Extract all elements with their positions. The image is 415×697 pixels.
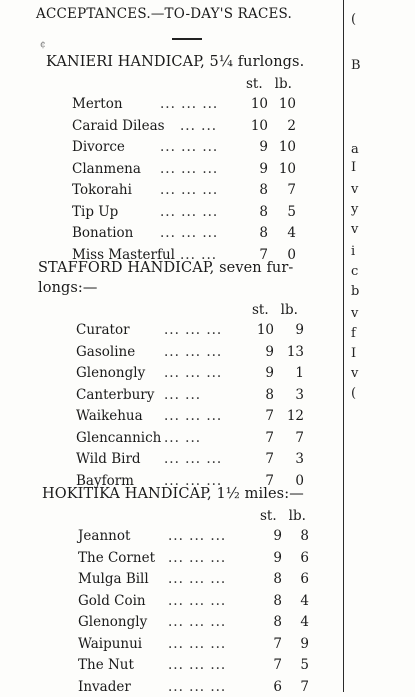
race-title-continuation: longs:— [38, 280, 98, 296]
pounds-header: lb. [288, 508, 306, 524]
weight-stone: 6 [273, 678, 282, 695]
fragment-letter: v [351, 306, 359, 321]
horse-name: Caraid Dileas [72, 117, 165, 134]
leader-dots: ... ... ... [168, 635, 227, 652]
horse-entry-row [72, 118, 302, 136]
horse-name: Glenongly [78, 614, 148, 630]
race-title [46, 54, 304, 70]
horse-name: Tokorahi [72, 182, 132, 198]
weight-stone: 10 [250, 117, 268, 134]
horse-name: Jeannot [78, 528, 131, 544]
weight-pounds: 7 [300, 678, 309, 695]
horse-name: Wild Bird [76, 451, 141, 467]
weight-pounds: 10 [278, 139, 296, 155]
horse-name: Bayform [76, 472, 134, 489]
horse-name: Glenongly [76, 365, 146, 381]
pounds-header: lb. [280, 302, 298, 318]
horse-name: Gold Coin [78, 592, 146, 609]
weight-pounds: 10 [278, 96, 296, 112]
weight-column-header [252, 302, 298, 318]
weight-stone: 8 [259, 225, 268, 241]
race-title-text: HOKITIKA HANDICAP, 1½ miles:— [42, 486, 304, 502]
weight-pounds: 3 [295, 386, 304, 403]
fragment-letter: f [351, 326, 356, 341]
leader-dots: ... ... ... [164, 322, 223, 338]
stone-header: st. [246, 76, 263, 92]
weight-pounds: 5 [287, 203, 296, 220]
leader-dots: ... ... ... [168, 571, 227, 587]
horse-name: Gasoline [76, 343, 136, 360]
fragment-letter: v [351, 366, 359, 381]
leader-dots: ... ... ... [168, 678, 227, 695]
horse-entry-row [72, 161, 302, 179]
weight-pounds: 2 [287, 117, 296, 134]
horse-name: Miss Masterful [72, 246, 175, 263]
leader-dots: ... ... ... [160, 182, 219, 198]
weight-pounds: 4 [300, 614, 309, 630]
horse-entry-row [76, 408, 310, 426]
leader-dots: ... ... ... [160, 225, 219, 241]
leader-dots: ... ... ... [160, 96, 219, 112]
leader-dots: ... ... ... [160, 160, 219, 177]
weight-pounds: 0 [295, 472, 304, 489]
leader-dots: ... ... ... [168, 592, 227, 609]
leader-dots: ... ... ... [168, 549, 227, 566]
weight-pounds: 0 [287, 246, 296, 263]
fragment-letter: y [351, 202, 359, 217]
fragment-letter: ( [351, 12, 357, 27]
weight-pounds: 3 [295, 451, 304, 467]
horse-entry-row [76, 387, 310, 405]
weight-stone: 10 [250, 96, 268, 112]
column-divider [343, 0, 344, 692]
race-title-text: STAFFORD HANDICAP, seven fur- [38, 260, 294, 276]
leader-dots: ... ... ... [164, 472, 223, 489]
horse-entry-row [78, 550, 315, 568]
stone-header: st. [252, 302, 269, 318]
horse-entry-row [76, 344, 310, 362]
horse-entry-row [78, 636, 315, 654]
weight-pounds: 6 [300, 549, 309, 566]
horse-name: Curator [76, 322, 130, 338]
weight-pounds: 13 [286, 343, 304, 360]
weight-stone: 8 [265, 386, 274, 403]
weight-pounds: 4 [287, 225, 296, 241]
weight-pounds: 12 [286, 408, 304, 424]
leader-dots: ... ... ... [168, 528, 227, 544]
leader-dots: ... ... ... [164, 408, 223, 424]
horse-entry-row [78, 679, 315, 697]
weight-stone: 9 [265, 343, 274, 360]
pounds-header: lb. [274, 76, 292, 92]
weight-pounds: 4 [300, 592, 309, 609]
race-title [38, 260, 293, 296]
fragment-letter: c [351, 264, 359, 279]
horse-name: Merton [72, 96, 123, 112]
race-title [42, 486, 304, 502]
weight-pounds: 6 [300, 571, 309, 587]
weight-pounds: 9 [295, 322, 304, 338]
weight-stone: 8 [259, 182, 268, 198]
fragment-letter: i [351, 244, 356, 259]
horse-name: The Cornet [78, 549, 155, 566]
horse-name: Divorce [72, 139, 125, 155]
leader-dots: ... ... ... [160, 139, 219, 155]
leader-dots: ... ... ... [164, 365, 223, 381]
fragment-letter: ( [351, 386, 357, 401]
leader-dots: ... ... [180, 117, 218, 134]
weight-stone: 7 [259, 246, 268, 263]
horse-entry-row [78, 657, 315, 675]
horse-name: The Nut [78, 657, 134, 673]
stone-header: st. [260, 508, 277, 524]
weight-stone: 8 [273, 614, 282, 630]
fragment-letter: a [351, 142, 359, 157]
horse-entry-row [78, 571, 315, 589]
horse-name: Mulga Bill [78, 571, 149, 587]
weight-pounds: 5 [300, 657, 309, 673]
leader-dots: ... ... ... [164, 451, 223, 467]
weight-stone: 7 [265, 429, 274, 446]
leader-dots: ... ... [180, 246, 218, 263]
weight-stone: 8 [273, 592, 282, 609]
horse-entry-row [78, 528, 315, 546]
fragment-letter: v [351, 182, 359, 197]
leader-dots: ... ... ... [160, 203, 219, 220]
horse-name: Glencannich [76, 429, 162, 446]
horse-entry-row [76, 365, 310, 383]
horse-name: Canterbury [76, 386, 155, 403]
weight-stone: 9 [259, 139, 268, 155]
weight-stone: 9 [259, 160, 268, 177]
weight-stone: 9 [273, 549, 282, 566]
weight-stone: 8 [259, 203, 268, 220]
fragment-letter: I [351, 160, 357, 175]
weight-stone: 7 [273, 635, 282, 652]
fragment-letter: I [351, 346, 357, 361]
leader-dots: ... ... ... [168, 614, 227, 630]
weight-pounds: 10 [278, 160, 296, 177]
weight-column-header [246, 76, 292, 92]
weight-stone: 7 [265, 408, 274, 424]
weight-pounds: 8 [300, 528, 309, 544]
leader-dots: ... ... ... [164, 343, 223, 360]
horse-name: Waipunui [78, 635, 143, 652]
fragment-letter: v [351, 222, 359, 237]
weight-stone: 8 [273, 571, 282, 587]
leader-dots: ... ... [164, 386, 202, 403]
weight-stone: 10 [256, 322, 274, 338]
weight-pounds: 1 [295, 365, 304, 381]
page-title: ACCEPTANCES.—TO-DAY'S RACES. [36, 6, 292, 22]
horse-entry-row [78, 614, 315, 632]
horse-entry-row [72, 204, 302, 222]
horse-name: Tip Up [72, 203, 119, 220]
race-title-text: KANIERI HANDICAP, 5¼ furlongs. [46, 54, 305, 70]
weight-stone: 9 [273, 528, 282, 544]
leader-dots: ... ... [164, 429, 202, 446]
fragment-letter: B [351, 58, 361, 73]
weight-pounds: 7 [287, 182, 296, 198]
weight-column-header [260, 508, 306, 524]
horse-name: Waikehua [76, 408, 143, 424]
weight-pounds: 7 [295, 429, 304, 446]
horse-entry-row [76, 430, 310, 448]
horse-entry-row [76, 322, 310, 340]
horse-entry-row [72, 225, 302, 243]
horse-entry-row [78, 593, 315, 611]
horse-name: Bonation [72, 225, 134, 241]
leader-dots: ... ... ... [168, 657, 227, 673]
horse-name: Invader [78, 678, 131, 695]
print-speck: ¢ [40, 40, 46, 50]
title-underline [172, 38, 202, 40]
weight-stone: 7 [265, 451, 274, 467]
fragment-letter: b [351, 284, 360, 299]
weight-stone: 7 [265, 472, 274, 489]
horse-entry-row [76, 451, 310, 469]
weight-stone: 7 [273, 657, 282, 673]
horse-entry-row [72, 139, 302, 157]
weight-stone: 9 [265, 365, 274, 381]
horse-entry-row [72, 182, 302, 200]
horse-name: Clanmena [72, 160, 141, 177]
horse-entry-row [72, 96, 302, 114]
weight-pounds: 9 [300, 635, 309, 652]
